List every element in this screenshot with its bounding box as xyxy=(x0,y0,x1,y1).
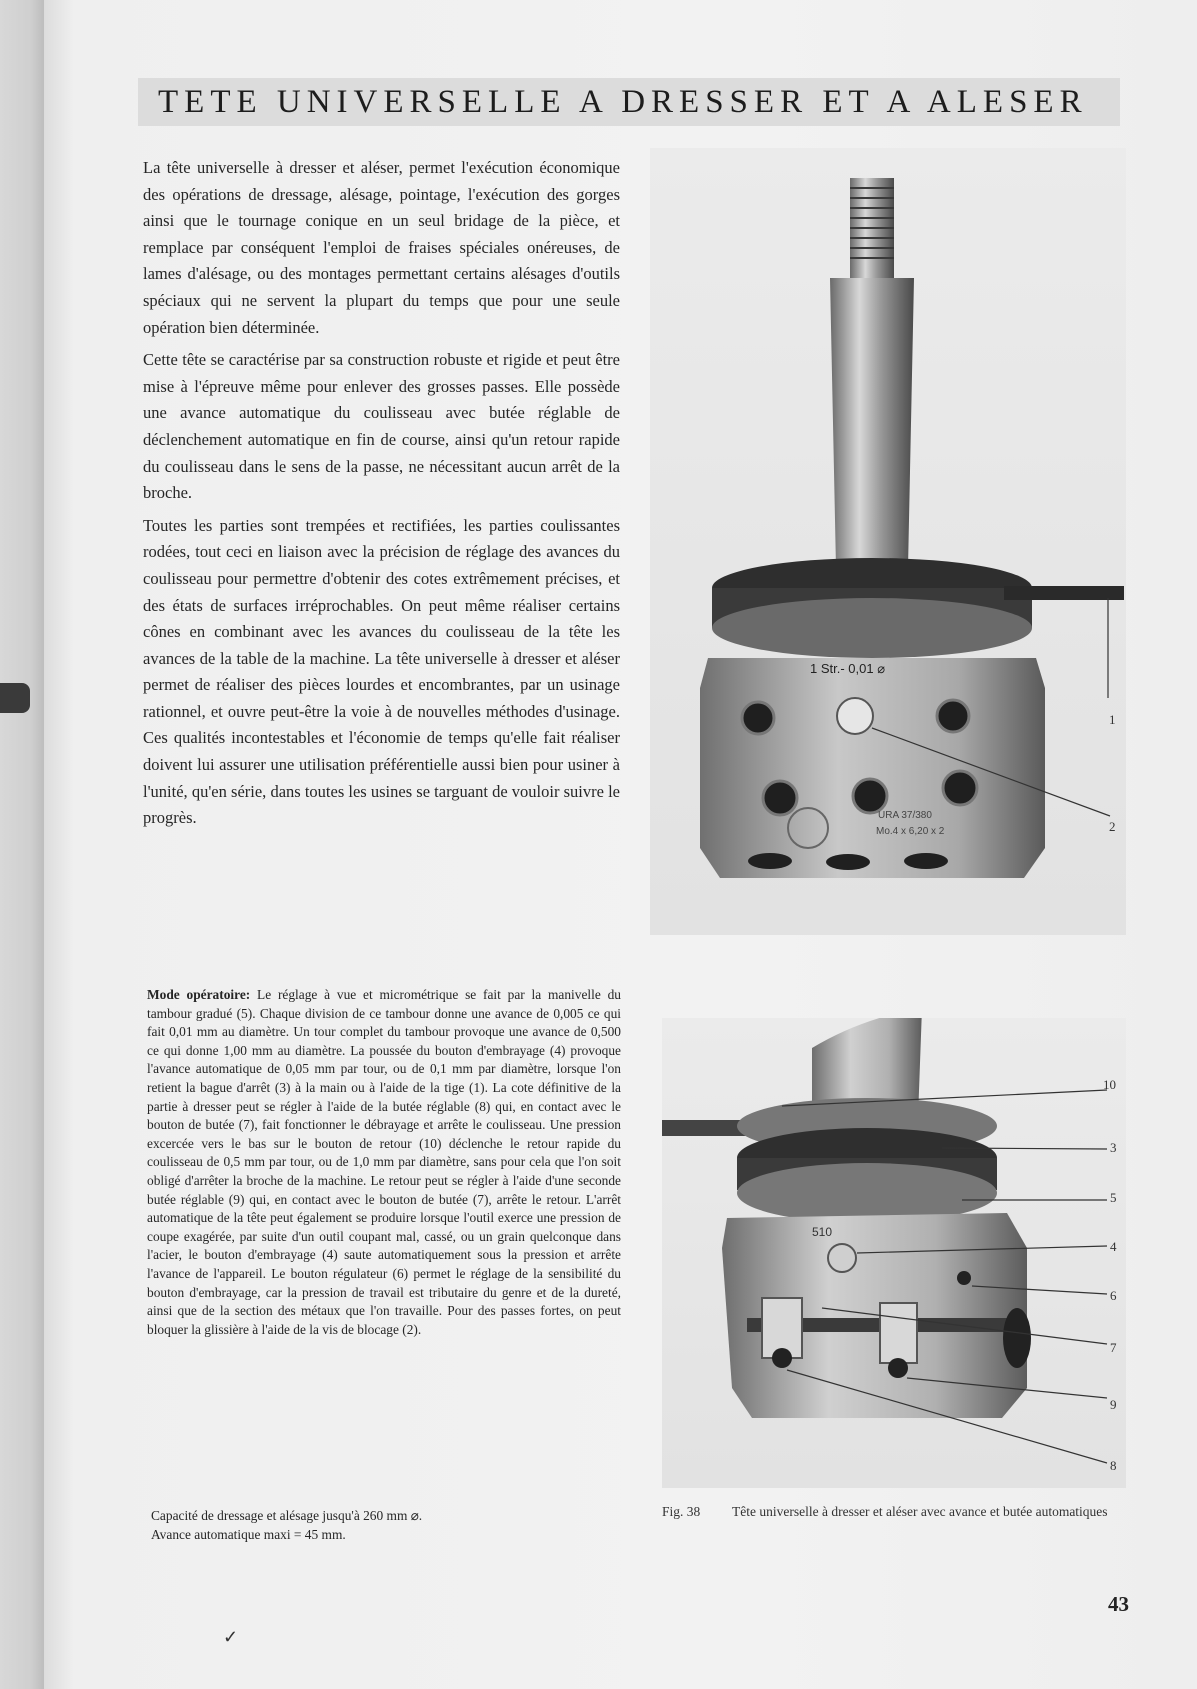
facing-page-edge xyxy=(0,0,44,1689)
plate-line-1: URA 37/380 xyxy=(878,810,932,821)
page-title: TETE UNIVERSELLE A DRESSER ET A ALESER xyxy=(158,84,1088,120)
top-photo xyxy=(650,148,1126,935)
check-mark-icon: ✓ xyxy=(223,1627,239,1647)
callout-7: 7 xyxy=(1110,1340,1117,1355)
capacity-line: Capacité de dressage et alésage jusqu'à 260 mm ⌀. xyxy=(151,1508,423,1523)
intro-paragraph-3: Toutes les parties sont trempées et rectifiées, les parties coulissantes rodées, tout ceci en liaison avec la précision de réglage des avances du coulisseau pour permettre d'obtenir des cotes extrêmement précises, et des états de surfaces irréprochables. On peut même réaliser certains cônes en combinant avec les avances du coulisseau de la tête les avances de la table de la machine. La tête universelle à dresser et aléser permet de réaliser des pièces lourdes et encombrantes, par un usinage rationnel, et ouvre peut-être la voie à de nouvelles méthodes d'usinage. Ces qualités incontestables et l'économie de temps qu'elle fait réaliser doivent lui assurer une utilisation préférentielle aussi bien pour usiner à l'unité, qu'en série, dans toutes les usines se targuant de vouloir suivre le progrès. xyxy=(143,515,620,828)
figure-label: Fig. 38 xyxy=(662,1504,701,1519)
intro-paragraph-1: La tête universelle à dresser et aléser, permet l'exécution économique des opérations de dressage, alésage, pointage, l'exécution des gorges ainsi que le tournage conique en un seul bridage de la pièce, et remplace par conséquent l'emploi de fraises spéciales onéreuses, de lames d'alésage, ou des montages permettant certains alésages d'outils spéciaux qui ne servent la plupart du temps que pour une seule opération bien déterminée. xyxy=(143,158,620,337)
callout-3: 3 xyxy=(1110,1140,1117,1155)
binding-tab xyxy=(0,683,30,713)
intro-text xyxy=(143,155,620,838)
callout-9: 9 xyxy=(1110,1397,1117,1412)
callout-5: 5 xyxy=(1110,1190,1117,1205)
mode-operatoire xyxy=(147,986,621,1339)
callout-6: 6 xyxy=(1110,1288,1117,1303)
callout-2: 2 xyxy=(1109,819,1116,834)
bottom-dial-text: 510 xyxy=(812,1225,833,1239)
bottom-photo xyxy=(662,1018,1126,1488)
feed-line: Avance automatique maxi = 45 mm. xyxy=(151,1527,346,1542)
mode-heading: Mode opératoire: xyxy=(147,987,251,1002)
mode-text: Le réglage à vue et micrométrique se fait par la manivelle du tambour gradué (5). Chaque division de ce tambour donne une avance de 0,005 ce qui fait 0,01 mm au diamètre. Un tour complet du tambour provoque une avance de 0,500 ce qui donne 1,00 mm au diamètre. La poussée du bouton d'embrayage (4) provoque l'avance automatique de 0,05 mm par tour, ou de 0,1 mm par diamètre, lorsque l'on retient la bague d'arrêt (3) à la main ou à l'aide de la tige (1). La cote définitive de la partie à dresser peut se régler à l'aide de la butée réglable (8) qui, en contact avec le bouton de butée (7), fait fonctionner le débrayage et arrête le coulisseau. Une pression excercée vers le bas sur le bouton de retour (10) déclenche le retour rapide du coulisseau de 0,5 mm par tour, ou de 1,0 mm par diamètre, sans pour cela que l'on soit obligé d'arrêter la broche de la machine. Le retour peut se régler à l'aide d'une seconde butée réglable (9) qui, en contact avec le bouton de butée (7), arrête le retour. L'arrêt automatique de la tête peut également se produire lorsque l'outil exerce une pression de coupe exagérée, par suite d'un outil coupant mal, cassé, ou un grain quelconque dans l'acier, le bouton d'embrayage (4) saute automatiquement sous la pression et arrête l'avance de l'appareil. Le bouton régulateur (6) permet le réglage de la sensibilité du bouton d'embrayage, car la pression de travail est tributaire du genre et de la dureté, ainsi que de la section des métaux que l'on travaille. Pour des passes fortes, on peut bloquer la glissière à l'aide de la vis de blocage (2). xyxy=(147,987,621,1337)
plate-line-2: Mo.4 x 6,20 x 2 xyxy=(876,826,945,837)
callout-10: 10 xyxy=(1103,1077,1116,1092)
callout-1: 1 xyxy=(1109,712,1116,727)
callout-4: 4 xyxy=(1110,1239,1117,1254)
page-number: 43 xyxy=(1108,1592,1129,1616)
dial-text: 1 Str.- 0,01 ⌀ xyxy=(810,661,886,676)
callout-8: 8 xyxy=(1110,1458,1117,1473)
intro-paragraph-2: Cette tête se caractérise par sa construction robuste et rigide et peut être mise à l'épreuve même pour enlever des grosses passes. Elle possède une avance automatique du coulisseau avec butée réglable de déclenchement automatique en fin de course, ainsi qu'un retour rapide du coulisseau dans le sens de la passe, ne nécessitant aucun arrêt de la broche. xyxy=(143,350,620,503)
figure-caption-text: Tête universelle à dresser et aléser avec avance et butée automatiques xyxy=(732,1504,1108,1519)
